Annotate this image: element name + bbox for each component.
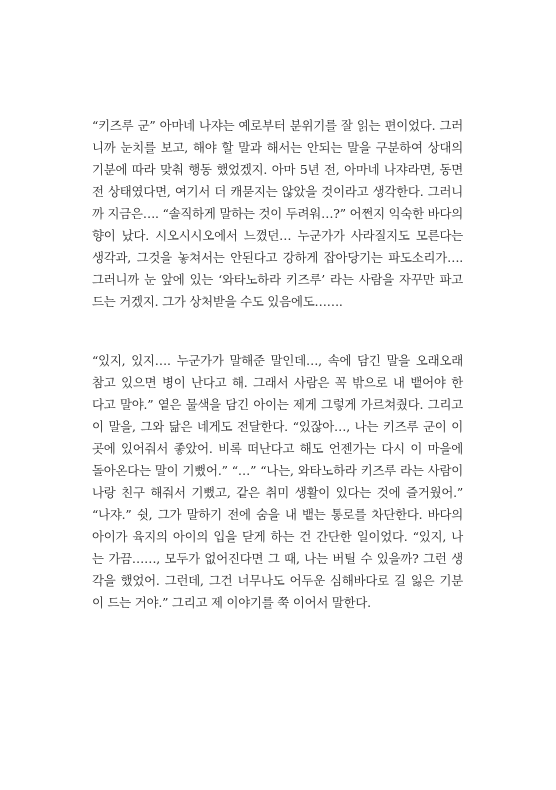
paragraph-2-line-6: 돌아온다는 말이 기뻤어.” “…” “나는, 와타노하라 키즈루 라는 사람이 <box>92 463 463 478</box>
paragraph-1-line-1: “키즈루 군” 아마네 나쟈는 예로부터 분위기를 잘 읽는 편이었다. 그러 <box>92 118 463 133</box>
paragraph-1-line-6: 향이 났다. 시오시시오에서 느꼈던… 누군가가 사라질지도 모른다는 <box>92 228 463 243</box>
paragraph-1-line-7: 생각과, 그것을 놓쳐서는 안된다고 강하게 잡아당기는 파도소리가…. <box>92 250 463 265</box>
paragraph-1-line-3: 기분에 따라 맞춰 행동 했었겠지. 아마 5년 전, 아마네 나쟈라면, 동면 <box>92 162 463 177</box>
paragraph-2-line-3: 다고 말야.” 옅은 물색을 담긴 아이는 제게 그렇게 가르쳐줬다. 그리고 <box>92 397 463 412</box>
paragraph-2 <box>92 350 463 614</box>
paragraph-2-line-10: 는 가끔……, 모두가 없어진다면 그 때, 나는 버틸 수 있을까? 그런 생 <box>92 551 463 566</box>
paragraph-2-line-2: 참고 있으면 병이 난다고 해. 그래서 사람은 꼭 밖으로 내 뱉어야 한 <box>92 375 463 390</box>
paragraph-1-line-9: 드는 거겠지. 그가 상처받을 수도 있음에도……. <box>92 294 343 309</box>
paragraph-1-line-2: 니까 눈치를 보고, 해야 할 말과 해서는 안되는 말을 구분하여 상대의 <box>92 140 463 155</box>
paragraph-1-line-4: 전 상태였다면, 여기서 더 캐묻지는 않았을 것이라고 생각한다. 그러니 <box>92 184 463 199</box>
paragraph-1 <box>92 115 463 313</box>
paragraph-2-line-1: “있지, 있지…. 누군가가 말해준 말인데…, 속에 담긴 말을 오래오래 <box>92 353 463 368</box>
paragraph-2-line-4: 이 말을, 그와 닮은 네게도 전달한다. “있잖아…, 나는 키즈루 군이 이 <box>92 419 463 434</box>
paragraph-2-line-5: 곳에 있어줘서 좋았어. 비록 떠난다고 해도 언젠가는 다시 이 마을에 <box>92 441 463 456</box>
paragraph-2-line-8: “나쟈.” 쉿, 그가 말하기 전에 숨을 내 뱉는 통로를 차단한다. 바다의 <box>92 507 463 522</box>
paragraph-2-line-9: 아이가 육지의 아이의 입을 닫게 하는 건 간단한 일이었다. “있지, 나 <box>92 529 463 544</box>
paragraph-2-line-11: 각을 했었어. 그런데, 그건 너무나도 어두운 심해바다로 길 잃은 기분 <box>92 573 463 588</box>
paragraph-2-line-12: 이 드는 거야.” 그리고 제 이야기를 쭉 이어서 말한다. <box>92 595 371 610</box>
paragraph-1-line-8: 그러니까 눈 앞에 있는 ‘와타노하라 키즈루’ 라는 사람을 자꾸만 파고 <box>92 272 463 287</box>
paragraph-2-line-7: 나랑 친구 해줘서 기뻤고, 같은 취미 생활이 있다는 것에 즐거웠어.” <box>92 485 463 500</box>
paragraph-1-line-5: 까 지금은…. “솔직하게 말하는 것이 두려워…?” 어쩐지 익숙한 바다의 <box>92 206 463 221</box>
